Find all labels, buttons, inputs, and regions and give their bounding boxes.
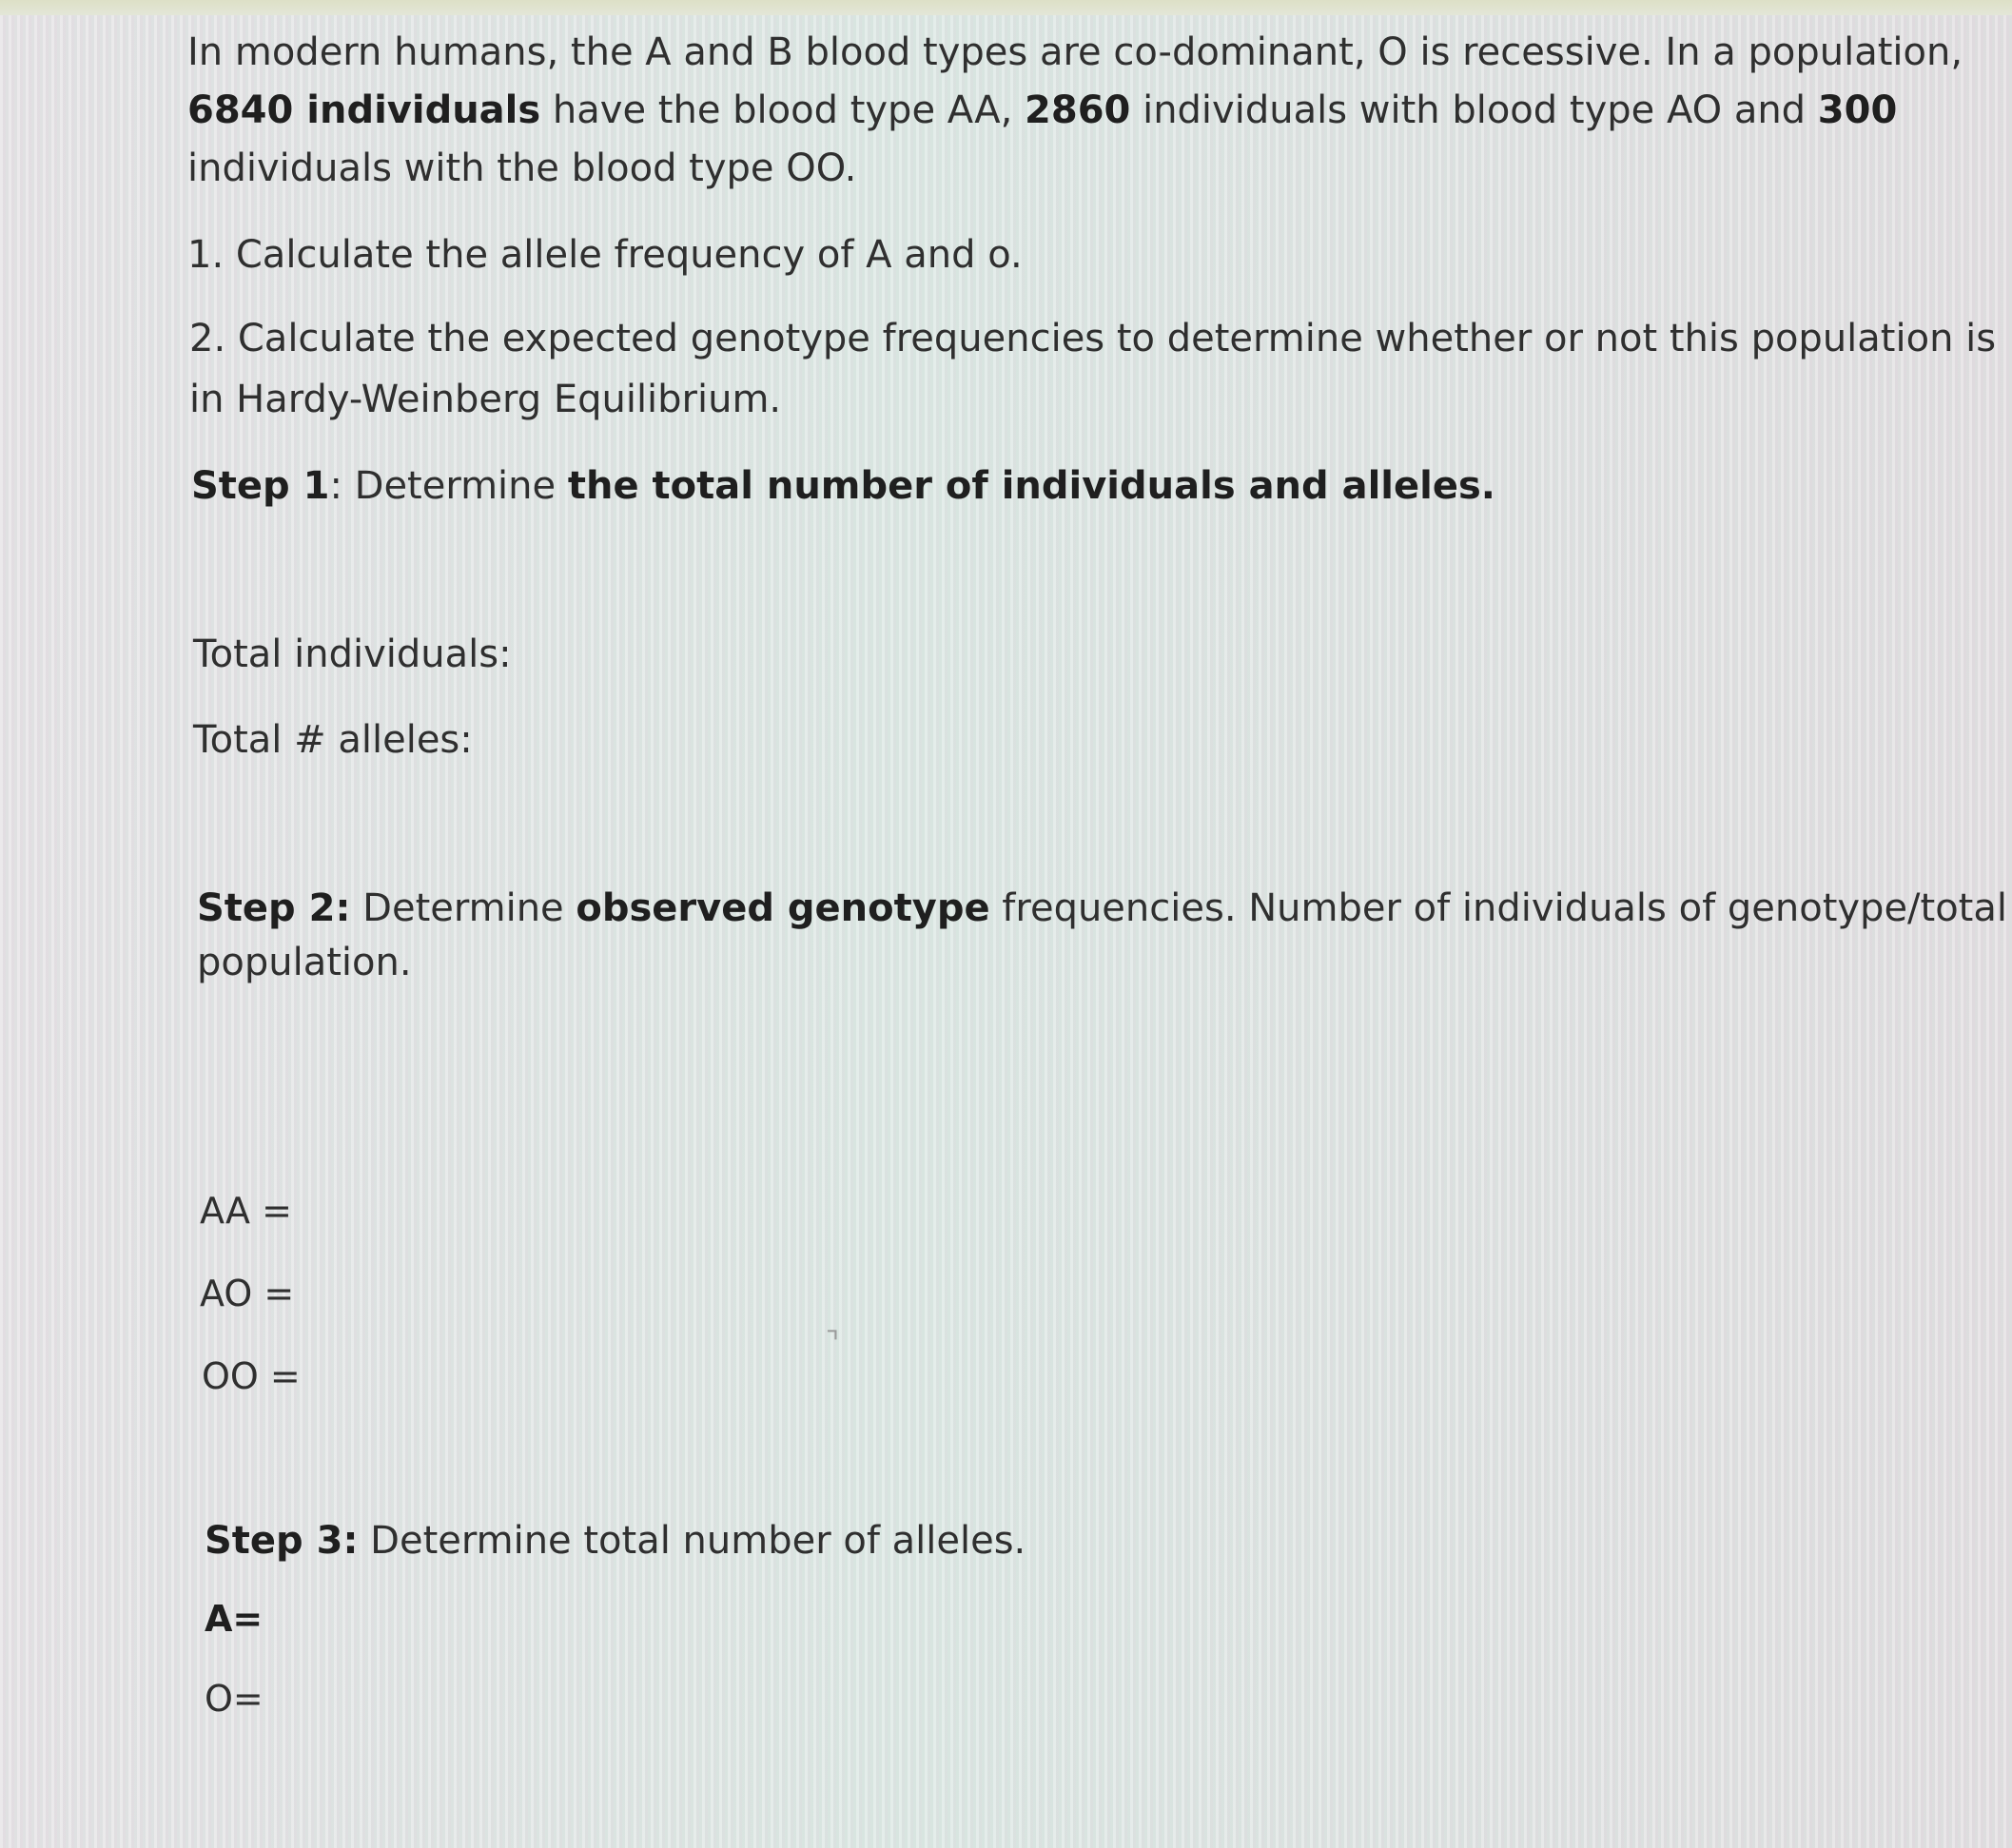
step-1-label: Step 1 [191, 464, 330, 508]
step-3-label: Step 3: [205, 1519, 359, 1563]
step-2-heading-line-1: Step 2: Determine observed genotype frequencies. Number of individuals of genotype/total [197, 886, 2007, 930]
count-ao: 2860 [1025, 88, 1131, 132]
question-1: 1. Calculate the allele frequency of A and o. [187, 233, 1023, 277]
count-oo: 300 [1817, 88, 1898, 132]
total-alleles-label: Total # alleles: [193, 718, 473, 762]
step-2-label: Step 2: [197, 886, 351, 930]
question-2-line-1: 2. Calculate the expected genotype frequencies to determine whether or not this population is [189, 317, 1997, 360]
step-2-heading-line-2: population. [197, 941, 412, 984]
total-individuals-label: Total individuals: [193, 632, 512, 676]
intro-line-3: individuals with the blood type OO. [187, 146, 857, 190]
genotype-ao-label: AO = [200, 1273, 295, 1314]
allele-o-label: O= [205, 1678, 264, 1720]
top-edge-bar [0, 0, 2012, 15]
genotype-aa-label: AA = [200, 1190, 292, 1232]
intro-line-2: 6840 individuals have the blood type AA, 2860 individuals with blood type AO and 300 [187, 88, 1898, 132]
intro-line-1: In modern humans, the A and B blood types are co-dominant, O is recessive. In a population, [187, 30, 1963, 74]
allele-a-label: A= [205, 1598, 264, 1640]
stray-mark: ⌝ [826, 1326, 840, 1359]
count-aa: 6840 individuals [187, 88, 541, 132]
step-1-bold-text: the total number of individuals and alleles. [567, 464, 1495, 508]
question-2-line-2: in Hardy-Weinberg Equilibrium. [189, 378, 782, 421]
step-2-bold-text: observed genotype [576, 886, 990, 930]
genotype-oo-label: OO = [202, 1355, 301, 1397]
step-3-heading: Step 3: Determine total number of alleles. [205, 1519, 1026, 1563]
step-1-heading: Step 1: Determine the total number of individuals and alleles. [191, 464, 1495, 508]
